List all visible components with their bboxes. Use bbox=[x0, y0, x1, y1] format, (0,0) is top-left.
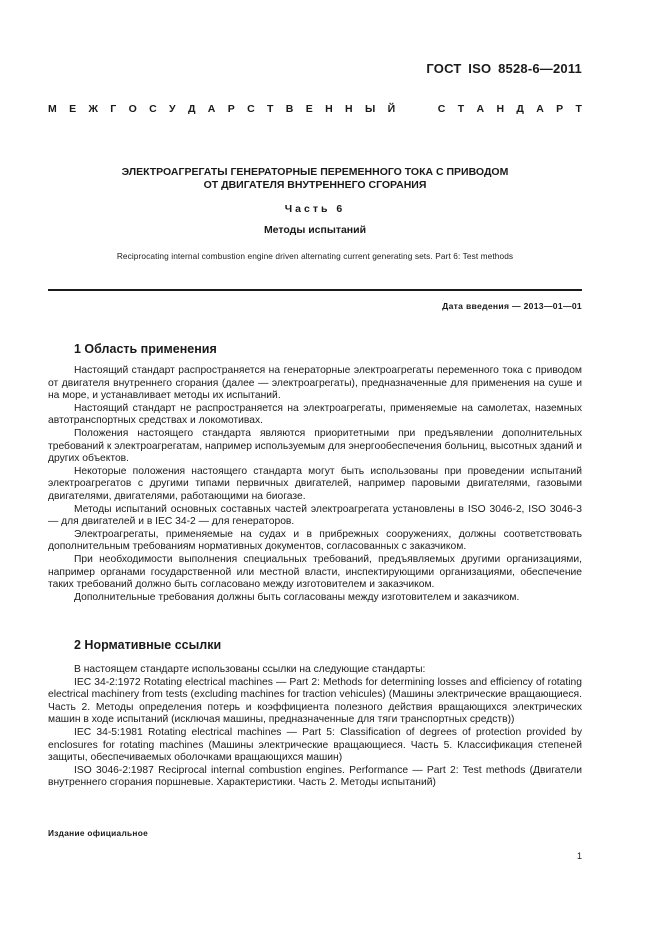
banner-letter: Ы bbox=[364, 103, 376, 115]
page-number: 1 bbox=[576, 851, 582, 861]
paragraph: При необходимости выполнения специальных требований, предъявляемых другими организациями, например органами государственной или местной власти, инспектирующими организациями, обеспечение таких требований должно быть согласовано между изготовителем и заказчиком. bbox=[48, 553, 582, 591]
main-title-line-2: ОТ ДВИГАТЕЛЯ ВНУТРЕННЕГО СГОРАНИЯ bbox=[203, 179, 427, 191]
banner-letter: Й bbox=[387, 103, 396, 115]
standard-type-banner bbox=[48, 103, 582, 115]
banner-letter: Н bbox=[345, 103, 353, 115]
paragraph: Методы испытаний основных составных частей электроагрегата установлены в ISO 3046-2, ISO 3046-3 — для двигателей и в IEC 34-2 — для генераторов. bbox=[48, 503, 582, 528]
banner-letter: Ж bbox=[88, 103, 98, 115]
title-divider bbox=[48, 289, 582, 291]
reference-entry: IEC 34-5:1981 Rotating electrical machines — Part 5: Classification of degrees of protection provided by enclosures for rotating machines (Машины электрические вращающиеся. Часть 5. Классификация степеней защиты, обеспечиваемых оболочками вращающихся машин) bbox=[48, 726, 582, 764]
banner-letter: В bbox=[285, 103, 294, 115]
banner-letter: Д bbox=[516, 103, 524, 115]
banner-letter: С bbox=[247, 103, 255, 115]
section-2-body bbox=[48, 664, 582, 790]
paragraph: Настоящий стандарт не распространяется на электроагрегаты, применяемые на самолетах, наземных автотранспортных средствах и локомотивах. bbox=[48, 402, 582, 427]
section-2-heading: 2 Нормативные ссылки bbox=[74, 638, 222, 652]
banner-letter: Е bbox=[69, 103, 77, 115]
banner-letter: С bbox=[437, 103, 446, 115]
banner-letter: А bbox=[536, 103, 544, 115]
paragraph: Положения настоящего стандарта являются приоритетными при предъявлении дополнительных требований к электроагрегатам, например используемым для энергообеспечения больниц, высотных зданий и других объектов. bbox=[48, 427, 582, 465]
banner-letter: М bbox=[48, 103, 57, 115]
banner-letter: А bbox=[207, 103, 216, 115]
banner-letter: Р bbox=[227, 103, 235, 115]
banner-letter: Е bbox=[305, 103, 313, 115]
paragraph: Некоторые положения настоящего стандарта могут быть использованы при проведении испытаний электроагрегатов с другими типами первичных двигателей, например паровыми двигателями, газовыми двигателями, двигателями, работающими на биогазе. bbox=[48, 465, 582, 502]
introduction-date: Дата введения — 2013—01—01 bbox=[442, 301, 582, 311]
paragraph: В настоящем стандарте использованы ссылки на следующие стандарты: bbox=[74, 664, 426, 675]
banner-letter: Т bbox=[575, 103, 582, 115]
banner-letter: Т bbox=[457, 103, 465, 115]
document-code: ГОСТ ISO 8528-6—2011 bbox=[426, 61, 582, 76]
part-label: Часть 6 bbox=[284, 203, 346, 215]
reference-entry: IEC 34-2:1972 Rotating electrical machines — Part 2: Methods for determining losses and efficiency of rotating electrical machinery from tests (excluding machines for traction vehicules) (Машины электрические вращающиеся. Часть 2. Методы определения потерь и коэффициента полезного действия вращающихся электрических машин в ходе испытаний (исключая машины, предназначенные для тяги транспортных средств)) bbox=[48, 676, 582, 726]
banner-letter: Г bbox=[110, 103, 117, 115]
paragraph: Электроагрегаты, применяемые на судах и в прибрежных сооружениях, должны соответствовать дополнительным требованиям нормативных документов, согласованных с заказчиком. bbox=[48, 528, 582, 553]
english-title: Reciprocating internal combustion engine driven alternating current generating sets. Part 6: Test methods bbox=[116, 251, 514, 261]
paragraph: Дополнительные требования должны быть согласованы между изготовителем и заказчиком. bbox=[74, 591, 520, 603]
banner-letter: Т bbox=[267, 103, 274, 115]
banner-letter: О bbox=[128, 103, 137, 115]
reference-entry: ISO 3046-2:1987 Reciprocal internal combustion engines. Performance — Part 2: Test methods (Двигатели внутреннего сгорания поршневые. Характеристики. Часть 2. Методы испытаний) bbox=[48, 764, 582, 789]
banner-letter: У bbox=[169, 103, 176, 115]
banner-gap bbox=[407, 103, 425, 115]
edition-label: Издание официальное bbox=[48, 828, 149, 838]
section-1-heading: 1 Область применения bbox=[74, 342, 217, 356]
banner-letter: А bbox=[476, 103, 485, 115]
banner-letter: Д bbox=[187, 103, 196, 115]
part-title: Методы испытаний bbox=[263, 224, 367, 236]
banner-letter: Р bbox=[556, 103, 564, 115]
banner-letter: Н bbox=[496, 103, 505, 115]
banner-letter: Н bbox=[325, 103, 333, 115]
banner-letter: С bbox=[149, 103, 157, 115]
main-title-line-1: ЭЛЕКТРОАГРЕГАТЫ ГЕНЕРАТОРНЫЕ ПЕРЕМЕННОГО ТОКА С ПРИВОДОМ bbox=[121, 166, 509, 178]
paragraph: Настоящий стандарт распространяется на генераторные электроагрегаты переменного тока с приводом от двигателя внутреннего сгорания (далее — электроагрегаты), предназначенные для применения на суше и на море, и устанавливает методы их испытаний. bbox=[48, 365, 582, 402]
section-1-body bbox=[48, 365, 582, 604]
